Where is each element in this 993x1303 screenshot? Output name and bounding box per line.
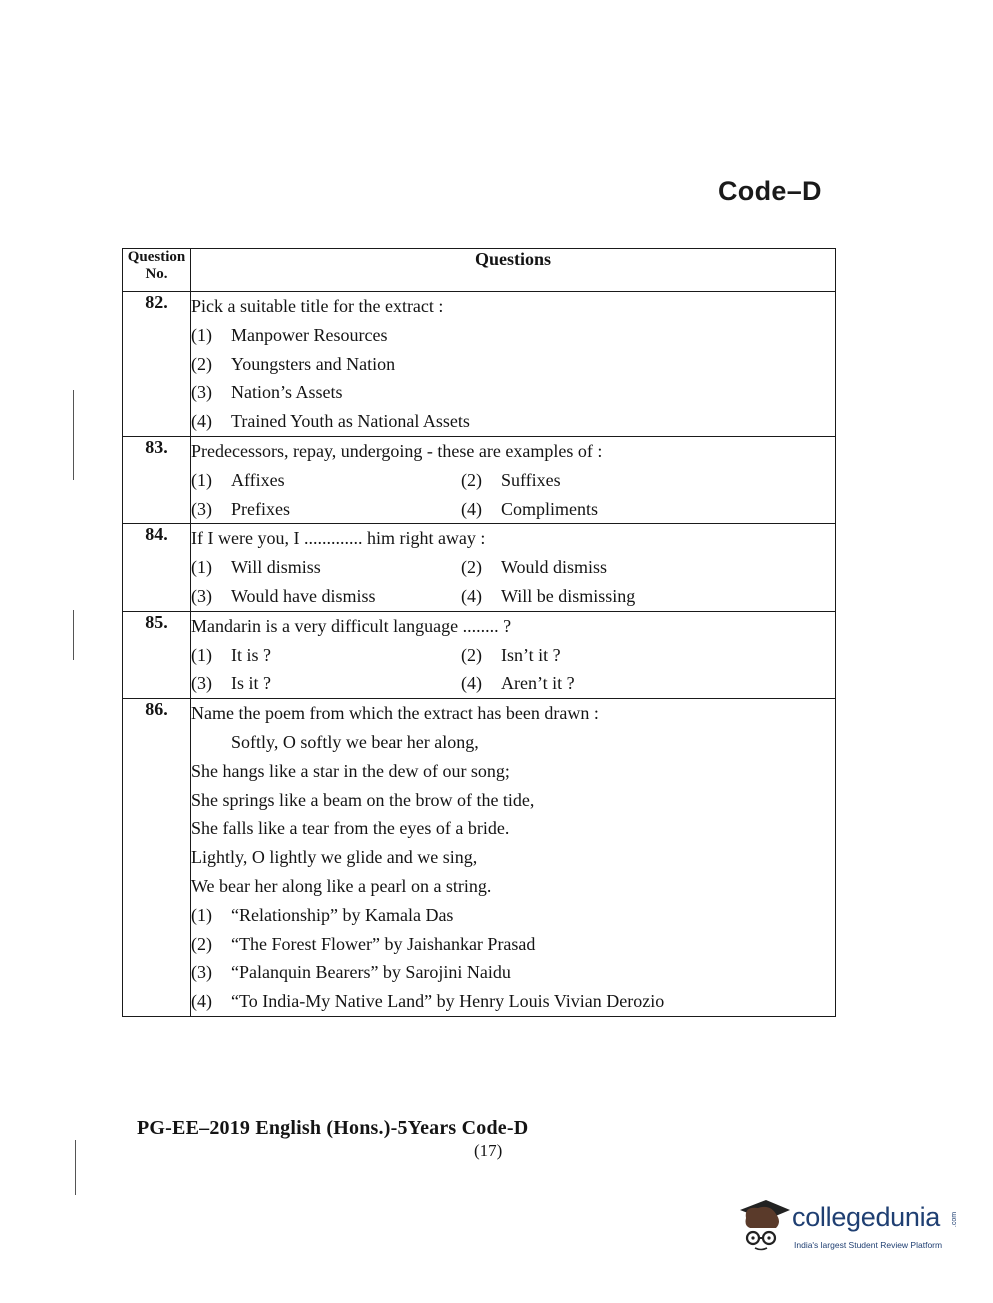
question-row <box>123 524 836 611</box>
option-text: Trained Youth as National Assets <box>231 411 470 432</box>
option-number: (1) <box>191 904 212 925</box>
question-number: 85. <box>123 611 191 698</box>
option-text: Would dismiss <box>501 557 608 578</box>
option-number: (1) <box>191 324 212 345</box>
scan-margin-line <box>75 1140 76 1195</box>
option-text: Manpower Resources <box>231 324 388 345</box>
header-no-line2: No. <box>145 266 168 282</box>
option-number: (2) <box>461 557 482 578</box>
question-body <box>191 436 836 523</box>
option-number: (2) <box>191 933 212 954</box>
logo-name: collegedunia <box>792 1202 941 1232</box>
option-number: (3) <box>191 498 212 519</box>
question-text: If I were you, I ............. him right away : <box>191 528 486 549</box>
option-text: It is ? <box>231 644 271 665</box>
scan-margin-line <box>73 390 74 480</box>
option-number: (2) <box>191 353 212 374</box>
option-text: Affixes <box>231 469 285 490</box>
scan-margin-line <box>73 610 74 660</box>
option-text: Will be dismissing <box>501 585 636 606</box>
question-body <box>191 524 836 611</box>
option-number: (3) <box>191 962 212 983</box>
option-text: Is it ? <box>231 673 271 694</box>
question-number: 84. <box>123 524 191 611</box>
answer-option <box>191 407 835 436</box>
option-text: Will dismiss <box>231 557 321 578</box>
answer-option <box>461 466 835 495</box>
option-text: Nation’s Assets <box>231 382 343 403</box>
question-number: 83. <box>123 436 191 523</box>
answer-option <box>461 553 835 582</box>
option-text: “To India-My Native Land” by Henry Louis Vivian Derozio <box>231 991 665 1012</box>
poem-line: Softly, O softly we bear her along, <box>231 731 479 752</box>
answer-option <box>191 582 461 611</box>
question-row <box>123 436 836 523</box>
option-number: (4) <box>191 991 212 1012</box>
answer-option <box>461 669 835 698</box>
options-group <box>191 466 835 524</box>
question-body <box>191 292 836 437</box>
answer-option <box>191 553 461 582</box>
question-body <box>191 611 836 698</box>
options-group <box>191 901 835 1016</box>
option-number: (3) <box>191 585 212 606</box>
answer-option <box>191 669 461 698</box>
code-label: Code–D <box>718 176 822 206</box>
collegedunia-logo <box>736 1196 966 1256</box>
option-number: (2) <box>461 469 482 490</box>
option-number: (2) <box>461 644 482 665</box>
poem-line: She hangs like a star in the dew of our song; <box>191 760 510 781</box>
answer-option <box>461 495 835 524</box>
poem-line: We bear her along like a pearl on a string. <box>191 875 492 896</box>
question-text: Pick a suitable title for the extract : <box>191 296 444 316</box>
option-number: (4) <box>191 411 212 432</box>
option-number: (1) <box>191 557 212 578</box>
answer-option <box>461 641 835 670</box>
question-number: 82. <box>123 292 191 437</box>
option-text: Isn’t it ? <box>501 644 561 665</box>
option-text: Aren’t it ? <box>501 673 575 694</box>
options-group <box>191 321 835 436</box>
option-text: Would have dismiss <box>231 585 376 606</box>
question-text: Predecessors, repay, undergoing - these are examples of : <box>191 440 603 461</box>
page-number: (17) <box>474 1141 503 1160</box>
options-group <box>191 553 835 611</box>
logo-tagline: India's largest Student Review Platform <box>794 1240 943 1250</box>
option-text: “Palanquin Bearers” by Sarojini Naidu <box>231 962 511 983</box>
answer-option <box>191 641 461 670</box>
option-number: (3) <box>191 673 212 694</box>
option-text: Compliments <box>501 498 599 519</box>
option-text: Suffixes <box>501 469 561 490</box>
option-number: (3) <box>191 382 212 403</box>
answer-option <box>191 466 461 495</box>
logo-suffix: .com <box>951 1211 959 1228</box>
question-row <box>123 611 836 698</box>
answer-option <box>461 582 835 611</box>
answer-option <box>191 930 835 959</box>
option-text: “Relationship” by Kamala Das <box>231 904 454 925</box>
answer-option <box>191 321 835 350</box>
option-number: (1) <box>191 469 212 490</box>
question-row <box>123 292 836 437</box>
answer-option <box>191 987 835 1016</box>
question-row <box>123 699 836 1017</box>
option-number: (4) <box>461 585 482 606</box>
option-text: Youngsters and Nation <box>231 353 396 374</box>
header-questions: Questions <box>191 249 836 292</box>
header-question-no <box>123 249 191 292</box>
option-number: (1) <box>191 644 212 665</box>
poem-line: She falls like a tear from the eyes of a bride. <box>191 818 510 839</box>
question-body <box>191 699 836 1017</box>
answer-option <box>191 350 835 379</box>
graduate-face-icon <box>736 1196 792 1254</box>
questions-table <box>122 248 836 1017</box>
option-text: Prefixes <box>231 498 290 519</box>
table-header-row <box>123 249 836 292</box>
question-text: Name the poem from which the extract has been drawn : <box>191 703 599 724</box>
option-number: (4) <box>461 673 482 694</box>
option-text: “The Forest Flower” by Jaishankar Prasad <box>231 933 536 954</box>
answer-option <box>191 958 835 987</box>
header-no-line1: Question <box>127 249 186 265</box>
answer-option <box>191 378 835 407</box>
poem-line: She springs like a beam on the brow of the tide, <box>191 789 535 810</box>
poem-line: Lightly, O lightly we glide and we sing, <box>191 847 478 868</box>
answer-option <box>191 901 835 930</box>
question-number: 86. <box>123 699 191 1017</box>
option-number: (4) <box>461 498 482 519</box>
question-text: Mandarin is a very difficult language ........ ? <box>191 615 512 636</box>
footer-exam-code: PG-EE–2019 English (Hons.)-5Years Code-D <box>137 1117 529 1139</box>
options-group <box>191 641 835 699</box>
answer-option <box>191 495 461 524</box>
